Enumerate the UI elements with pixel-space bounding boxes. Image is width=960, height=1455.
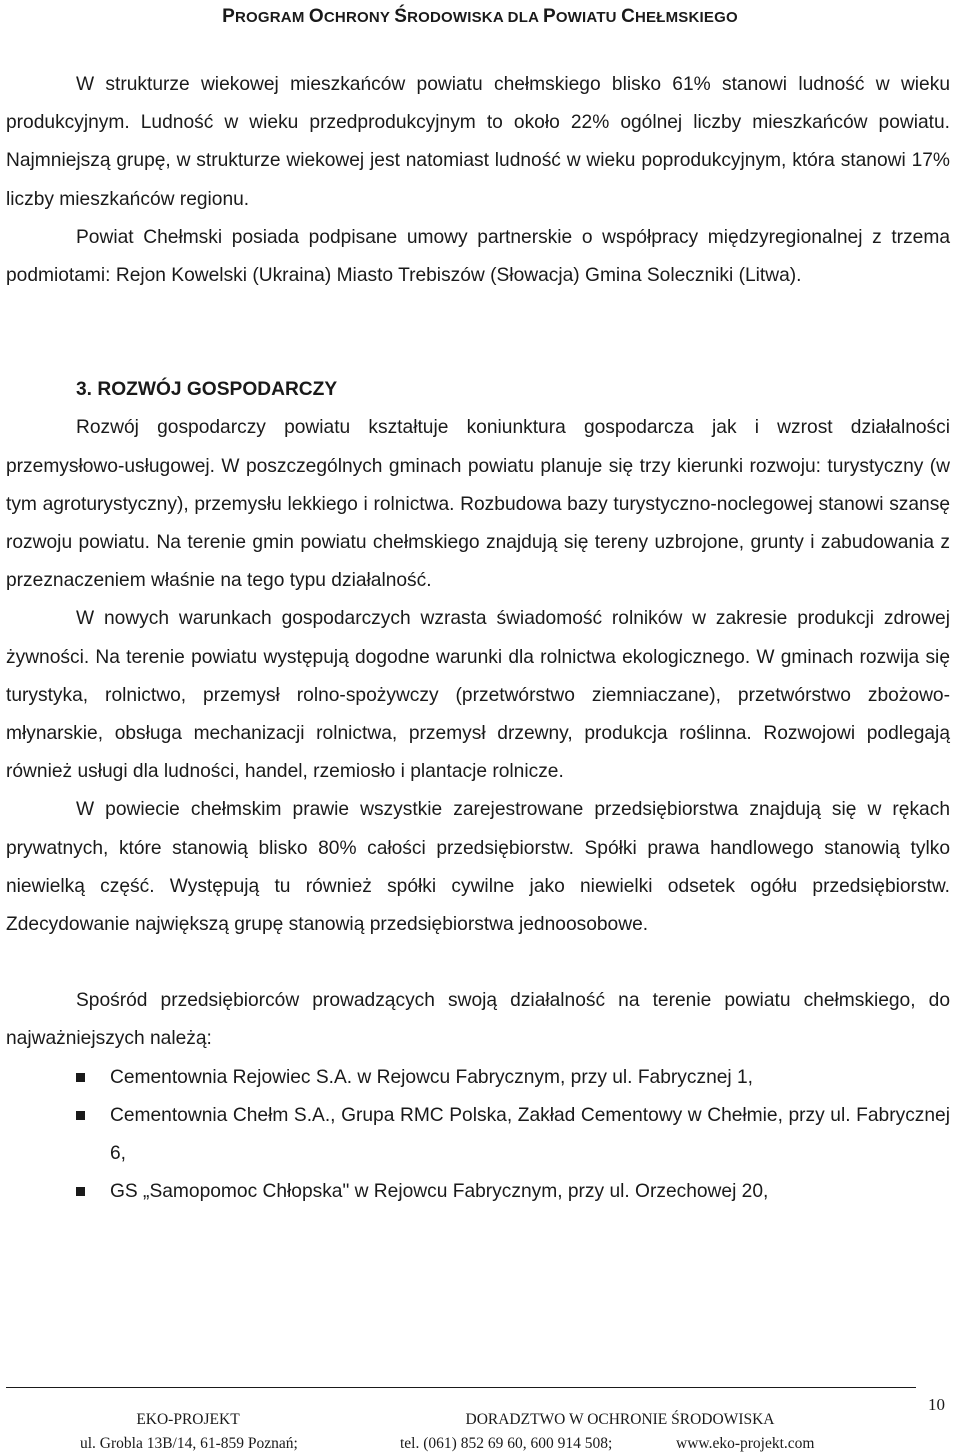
footer-tagline: DORADZTWO W OCHRONIE ŚRODOWISKA	[465, 1411, 775, 1428]
list-item-text: Cementownia Chełm S.A., Grupa RMC Polska, Zakład Cementowy w Chełmie, przy ul. Fabrycznej 6,	[110, 1104, 950, 1165]
header-title-part: O	[308, 6, 324, 27]
paragraph-enterprises: W powiecie chełmskim prawie wszystkie zarejestrowane przedsiębiorstwa znajdują się w rękach prywatnych, które stanowią blisko 80% całości przedsiębiorstw. Spółki prawa handlowego stanowią tylko niewielką część. Występują tu również spółki cywilne jako niewielki odsetek ogółu przedsiębiorstw. Zdecydowanie największą grupę stanowią przedsiębiorstwa jednoosobowe.	[6, 799, 950, 936]
header-title-part: RODOWISKA DLA	[407, 9, 543, 26]
header-title-part: OWIATU	[555, 9, 622, 26]
header-title-part: HEŁMSKIEGO	[635, 9, 738, 26]
section-heading: 3. ROZWÓJ GOSPODARCZY	[76, 379, 338, 401]
paragraph-partnerships: Powiat Chełmski posiada podpisane umowy partnerskie o współpracy międzyregionalnej z trzema podmiotami: Rejon Kowelski (Ukraina) Miasto Trebiszów (Słowacja) Gmina Soleczniki (Litwa).	[6, 226, 950, 287]
square-bullet-icon	[76, 1187, 85, 1196]
document-body	[6, 66, 950, 1211]
paragraph-age-structure: W strukturze wiekowej mieszkańców powiatu chełmskiego blisko 61% stanowi ludność w wieku produkcyjnym. Ludność w wieku przedprodukcyjnym to około 22% ogólnej liczby mieszkańców powiatu. Najmniejszą grupę, w strukturze wiekowej jest natomiast ludność w wieku poprodukcyjnym, która stanowi 17% liczby mieszkańców regionu.	[6, 74, 950, 210]
spacer	[6, 944, 950, 982]
square-bullet-icon	[76, 1073, 85, 1082]
header-title-part: Ś	[394, 6, 408, 27]
paragraph-agriculture: W nowych warunkach gospodarczych wzrasta świadomość rolników w zakresie produkcji zdrowej żywności. Na terenie powiatu występują dogodne warunki dla rolnictwa ekologicznego. W gminach rozwija się turystyka, rolnictwo, przemysł rolno-spożywczy (przetwórstwo ziemniaczane), przetwórstwo zbożowo-młynarskie, obsługa mechanizacji rolnictwa, przemysł drzewny, produkcja roślinna. Rozwojowi podlegają również usługi dla ludności, handel, rzemiosło i plantacje rolnicze.	[6, 608, 950, 783]
footer-website-link[interactable]: www.eko-projekt.com	[676, 1435, 815, 1452]
list-item	[6, 1097, 950, 1173]
paragraph-economic-development: Rozwój gospodarczy powiatu kształtuje koniunktura gospodarcza jak i wzrost działalności przemysłowo-usługowej. W poszczególnych gminach powiatu planuje się trzy kierunki rozwoju: turystyczny (w tym agroturystyczny), przemysłu lekkiego i rolnictwa. Rozbudowa bazy turystyczno-noclegowej stanowi szansę rozwoju powiatu. Na terenie gmin powiatu chełmskiego znajdują się tereny uzbrojone, grunty i zabudowania z przeznaczeniem właśnie na tego typu działalność.	[6, 417, 950, 592]
header-title-part: P	[222, 6, 235, 27]
list-item	[6, 1173, 950, 1211]
page-number: 10	[928, 1395, 945, 1414]
page-header	[0, 6, 960, 28]
list-item-text: GS „Samopomoc Chłopska" w Rejowcu Fabrycznym, przy ul. Orzechowej 20,	[110, 1181, 769, 1203]
company-list	[6, 1059, 950, 1212]
square-bullet-icon	[76, 1111, 85, 1120]
footer-company: EKO-PROJEKT	[136, 1411, 240, 1428]
paragraph-entrepreneurs-intro: Spośród przedsiębiorców prowadzących swoją działalność na terenie powiatu chełmskiego, do najważniejszych należą:	[6, 990, 950, 1050]
footer-address: ul. Grobla 13B/14, 61-859 Poznań;	[80, 1435, 298, 1452]
list-item-text: Cementownia Rejowiec S.A. w Rejowcu Fabrycznym, przy ul. Fabrycznej 1,	[110, 1066, 754, 1088]
footer-divider	[6, 1387, 916, 1388]
footer-phone: tel. (061) 852 69 60, 600 914 508;	[400, 1435, 613, 1452]
header-title-part: C	[621, 6, 636, 27]
header-title-part: P	[542, 6, 556, 27]
header-title-part: ROGRAM	[235, 9, 309, 26]
list-item	[6, 1059, 950, 1097]
header-title-part: CHRONY	[323, 9, 395, 26]
spacer	[6, 295, 950, 371]
